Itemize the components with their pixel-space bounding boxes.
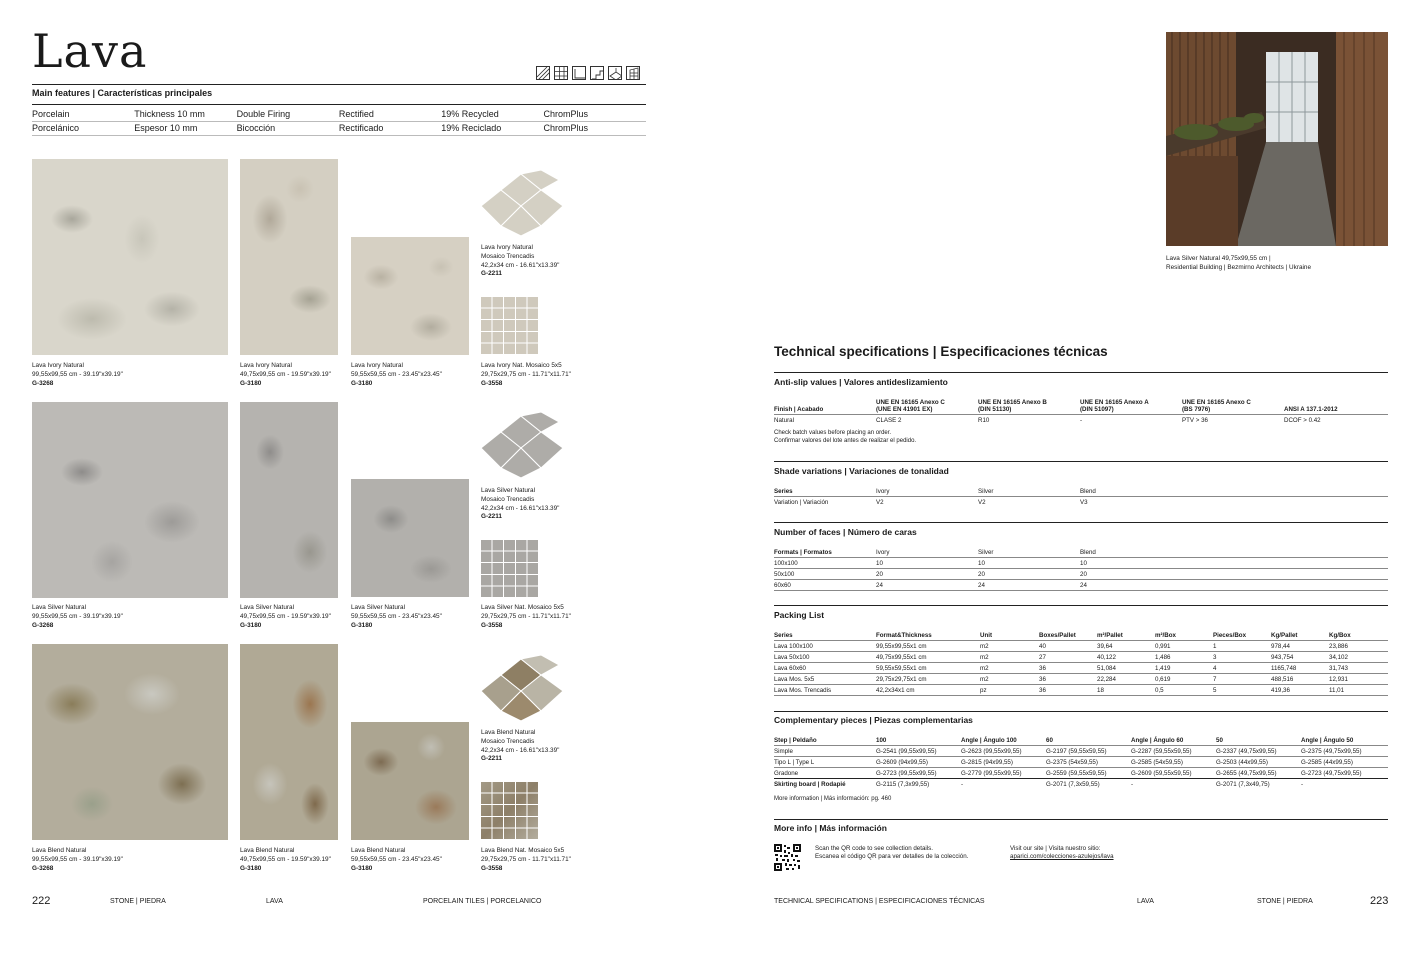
packing-table <box>774 630 1388 696</box>
anti-slip-title: Anti-slip values | Valores antideslizamiento <box>774 377 948 387</box>
feature-es: ChromPlus <box>543 123 588 133</box>
feature-es: Bicocción <box>236 123 276 133</box>
table-header: Series Format&Thickness Unit Boxes/Pallet m²/Pallet m²/Box Pieces/Box Kg/Pallet Kg/Box <box>774 630 1388 641</box>
complementary-title: Complementary pieces | Piezas complementarias <box>774 715 973 725</box>
caption-silver-50x100: Lava Silver Natural 49,75x99,55 cm - 19.59"x39.19" G-3180 <box>240 604 331 629</box>
page-number-right: 223 <box>1370 895 1389 907</box>
more-info-title: More info | Más información <box>774 823 887 833</box>
features-spanish <box>32 123 646 133</box>
table-row: Simple G-2541 (99,55x99,55) G-2623 (99,55x99,55) G-2197 (59,55x59,55) G-2287 (59,55x59,55) G-2337 (49,75x99,55) G-2375 (49,75x99,55) <box>774 746 1388 757</box>
caption-ivory-trencadis: Lava Ivory Natural Mosaico Trencadis 42,2x34 cm - 16.61"x13.39" G-2211 <box>481 244 560 278</box>
mosaic-trencadis-blend <box>481 655 563 721</box>
table-row: Lava 100x100 99,55x99,55x1 cm m2 40 39,64 0,991 1 978,44 23,886 <box>774 641 1388 652</box>
main-features-title: Main features | Características principales <box>32 88 213 98</box>
feature-es: Espesor 10 mm <box>134 123 198 133</box>
anti-slip-table <box>774 397 1388 425</box>
features-english <box>32 109 646 119</box>
table-header: Step | Peldaño 100 Angle | Ángulo 100 60 Angle | Ángulo 60 50 Angle | Ángulo 50 <box>774 735 1388 746</box>
feature-en: ChromPlus <box>543 109 588 119</box>
packing-title: Packing List <box>774 610 825 620</box>
table-row: Skirting board | Rodapié G-2115 (7,3x99,55) - G-2071 (7,3x59,55) - G-2071 (7,3x49,75) - <box>774 780 1304 788</box>
feature-es: Rectificado <box>338 123 384 133</box>
feature-en: Double Firing <box>236 109 291 119</box>
table-row: 100x100 10 10 10 <box>774 558 1388 569</box>
tile-ivory-100x100 <box>32 159 228 355</box>
caption-silver-60x60: Lava Silver Natural 59,55x59,55 cm - 23.45"x23.45" G-3180 <box>351 604 442 629</box>
feature-icons <box>536 66 640 80</box>
caption-ivory-50x100: Lava Ivory Natural 49,75x99,55 cm - 19.59"x39.19" G-3180 <box>240 362 331 387</box>
shade-table <box>774 486 1388 507</box>
tech-specs-title: Technical specifications | Especificaciones técnicas <box>774 344 1108 359</box>
footer-collection-left: LAVA <box>266 898 283 905</box>
caption-silver-5x5: Lava Silver Nat. Mosaico 5x5 29,75x29,75 cm - 11.71"x11.71" G-3558 <box>481 604 571 629</box>
table-row: Lava Mos. Trencadis 42,2x34x1 cm pz 36 18 0,5 5 419,36 11,01 <box>774 685 1388 696</box>
collection-title: Lava <box>32 24 148 78</box>
footer-section-right: TECHNICAL SPECIFICATIONS | ESPECIFICACIONES TÉCNICAS <box>774 898 985 905</box>
photo-caption: Lava Silver Natural 49,75x99,55 cm | Residential Building | Bezmirno Architects | Ukraine <box>1166 255 1312 271</box>
grid-icon <box>554 66 568 80</box>
footer-category-right: STONE | PIEDRA <box>1257 898 1313 905</box>
caption-blend-trencadis: Lava Blend Natural Mosaico Trencadis 42,2x34 cm - 16.61"x13.39" G-2211 <box>481 729 560 763</box>
faces-table <box>774 547 1388 591</box>
outdoor-icon <box>608 66 622 80</box>
anti-slip-note: Check batch values before placing an order. Confirmar valores del lote antes de realizar el pedido. <box>774 430 917 444</box>
caption-blend-5x5: Lava Blend Nat. Mosaico 5x5 29,75x29,75 cm - 11.71"x11.71" G-3558 <box>481 847 571 872</box>
complementary-note: More information | Más información: pg. 460 <box>774 796 892 802</box>
caption-ivory-100x100: Lava Ivory Natural 99,55x99,55 cm - 39.19"x39.19" G-3268 <box>32 362 123 387</box>
feature-es: 19% Reciclado <box>441 123 502 133</box>
footer-collection-right: LAVA <box>1137 898 1154 905</box>
tile-silver-60x60 <box>351 479 469 597</box>
mosaic-trencadis-silver <box>481 412 563 478</box>
caption-silver-trencadis: Lava Silver Natural Mosaico Trencadis 42,2x34 cm - 16.61"x13.39" G-2211 <box>481 487 560 521</box>
caption-ivory-60x60: Lava Ivory Natural 59,55x59,55 cm - 23.45"x23.45" G-3180 <box>351 362 442 387</box>
tile-ivory-60x60 <box>351 237 469 355</box>
table-row: Variation | Variación V2 V2 V3 <box>774 498 1088 506</box>
table-header: Finish | Acabado UNE EN 16165 Anexo C (UNE EN 41901 EX) UNE EN 16165 Anexo B (DIN 51130) UNE EN 16165 Anexo A (DIN 51097) UNE EN 16165 Anexo C (BS 7976) ANSI A 137.1-2012 <box>774 397 1388 415</box>
tile-silver-100x100 <box>32 402 228 598</box>
project-photo <box>1166 32 1388 246</box>
mosaic-5x5-silver <box>481 539 539 597</box>
table-row: Lava Mos. 5x5 29,75x29,75x1 cm m2 36 22,284 0,619 7 488,516 12,931 <box>774 674 1388 685</box>
caption-ivory-5x5: Lava Ivory Nat. Mosaico 5x5 29,75x29,75 cm - 11.71"x11.71" G-3558 <box>481 362 571 387</box>
feature-en: Rectified <box>338 109 374 119</box>
page-number-left: 222 <box>32 895 51 907</box>
qr-description: Scan the QR code to see collection details. Escanea el código QR para ver detalles de la colección. <box>815 845 969 861</box>
diagonal-hatch-icon <box>536 66 550 80</box>
footer-section-left: STONE | PIEDRA <box>110 898 166 905</box>
feature-en: Thickness 10 mm <box>134 109 205 119</box>
stairs-icon <box>590 66 604 80</box>
table-row: Tipo L | Type L G-2609 (94x99,55) G-2815 (94x99,55) G-2375 (54x59,55) G-2585 (54x59,55) G-2503 (44x99,55) G-2585 (44x99,55) <box>774 757 1388 768</box>
faces-title: Number of faces | Número de caras <box>774 527 917 537</box>
table-row: Lava 60x60 59,55x59,55x1 cm m2 36 51,084 1,419 4 1165,748 31,743 <box>774 663 1388 674</box>
footer-category-left: PORCELAIN TILES | PORCELANICO <box>423 898 542 905</box>
mosaic-5x5-blend <box>481 781 539 839</box>
feature-es: Porcelánico <box>32 123 80 133</box>
caption-blend-50x100: Lava Blend Natural 49,75x99,55 cm - 19.59"x39.19" G-3180 <box>240 847 331 872</box>
tile-blend-60x60 <box>351 722 469 840</box>
collection-link[interactable]: aparici.com/colecciones-azulejos/lava <box>1010 853 1114 861</box>
caption-blend-100x100: Lava Blend Natural 99,55x99,55 cm - 39.19"x39.19" G-3268 <box>32 847 123 872</box>
caption-silver-100x100: Lava Silver Natural 99,55x99,55 cm - 39.19"x39.19" G-3268 <box>32 604 123 629</box>
table-row: Natural CLASE 2 R10 - PTV > 36 DCOF > 0.42 <box>774 416 1321 424</box>
facade-icon <box>626 66 640 80</box>
complementary-table <box>774 735 1388 789</box>
tile-silver-50x100 <box>240 402 338 598</box>
table-row: Gradone G-2723 (99,55x99,55) G-2779 (99,55x99,55) G-2559 (59,55x59,55) G-2609 (59,55x59,55) G-2655 (49,75x99,55) G-2723 (49,75x99,55) <box>774 768 1388 779</box>
feature-en: 19% Recycled <box>441 109 499 119</box>
mosaic-trencadis-ivory <box>481 170 563 236</box>
visit-site: Visit our site | Visita nuestro sitio: aparici.com/colecciones-azulejos/lava <box>1010 845 1114 861</box>
tile-blend-50x100 <box>240 644 338 840</box>
table-header: Series Ivory Silver Blend <box>774 486 1388 497</box>
qr-code-icon[interactable] <box>774 844 801 871</box>
caption-blend-60x60: Lava Blend Natural 59,55x59,55 cm - 23.45"x23.45" G-3180 <box>351 847 442 872</box>
tile-ivory-50x100 <box>240 159 338 355</box>
shade-title: Shade variations | Variaciones de tonalidad <box>774 466 949 476</box>
table-row: 60x60 24 24 24 <box>774 580 1388 591</box>
floor-icon <box>572 66 586 80</box>
table-row: 50x100 20 20 20 <box>774 569 1388 580</box>
table-header: Formats | Formatos Ivory Silver Blend <box>774 547 1388 558</box>
mosaic-5x5-ivory <box>481 296 539 354</box>
table-row: Lava 50x100 49,75x99,55x1 cm m2 27 40,122 1,486 3 943,754 34,102 <box>774 652 1388 663</box>
tile-blend-100x100 <box>32 644 228 840</box>
feature-en: Porcelain <box>32 109 70 119</box>
